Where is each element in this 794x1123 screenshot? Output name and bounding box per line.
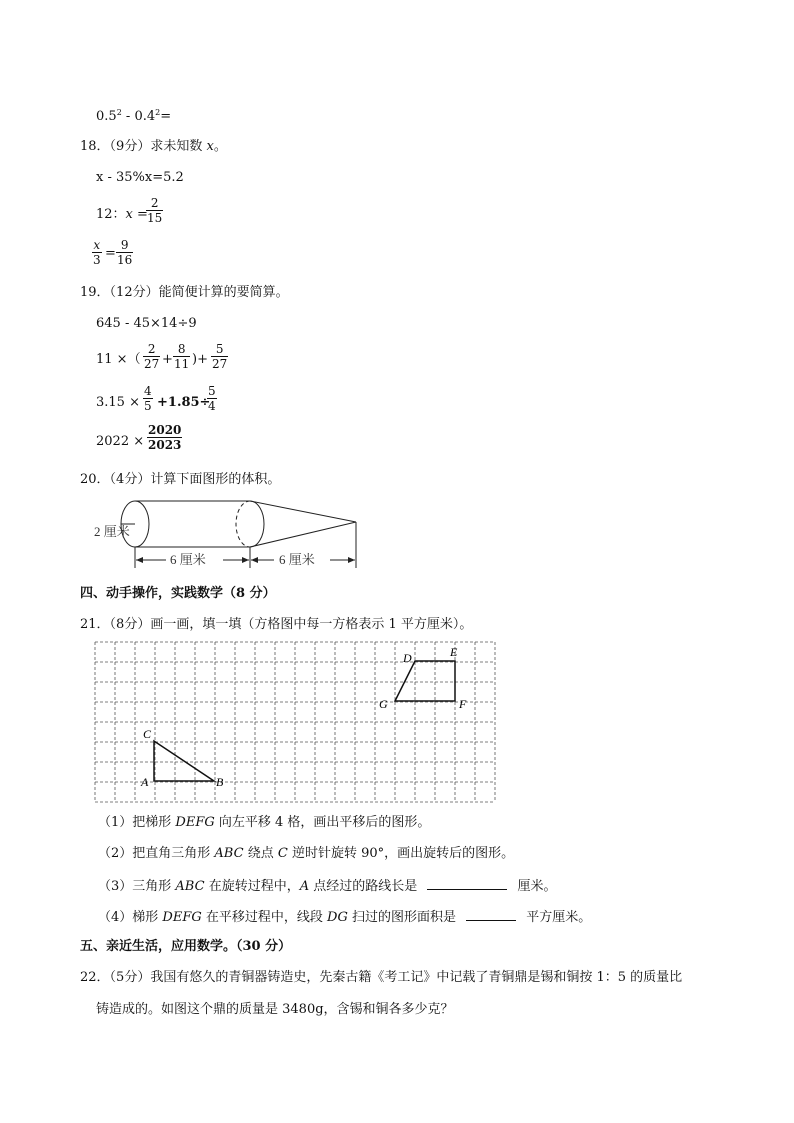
point-E: E xyxy=(450,645,458,659)
q19-e2-fraction-2: 8 11 xyxy=(174,342,190,371)
arrow-4 xyxy=(348,557,355,563)
q21-subquestion-2: （2）把直角三角形 ABC 绕点 C 逆时针旋转 90°，画出旋转后的图形。 xyxy=(98,846,515,861)
point-C: C xyxy=(143,727,152,741)
q19-e3-fraction-2: 5 4 xyxy=(208,384,216,413)
q22-line-1: 22．（5分）我国有悠久的青铜器铸造史，先秦古籍《考工记》中记载了青铜鼎是锡和铜按 1：5 的质量比 xyxy=(80,970,683,985)
label-cone-length: 6 厘米 xyxy=(279,552,315,567)
arrow-3 xyxy=(251,557,258,563)
grid-figure xyxy=(94,641,496,803)
label-radius: 2 厘米 xyxy=(94,524,130,539)
q19-e3-fraction-1: 4 5 xyxy=(144,384,152,413)
q19-e2-plus: + xyxy=(162,352,173,367)
label-cylinder-length: 6 厘米 xyxy=(170,552,206,567)
triangle-ABC xyxy=(154,741,214,781)
q18-equation-2: 12：x = xyxy=(96,207,148,222)
q21-answer-blank-4[interactable] xyxy=(466,908,516,921)
q17-expression: $0.5^2 - 0.4^2=$ xyxy=(96,108,172,124)
point-D: D xyxy=(403,651,412,665)
q18-eq3-equals: = xyxy=(105,246,116,261)
point-F: F xyxy=(459,697,467,711)
cone-top-edge xyxy=(250,501,356,522)
q18-eq3-right-fraction: 9 16 xyxy=(117,238,133,267)
q18-eq3-left-fraction: x 3 xyxy=(93,238,101,267)
q22-line-2: 铸造成的。如图这个鼎的质量是 3480g，含锡和铜各多少克？ xyxy=(96,1002,454,1017)
q19-expression-1: 645 - 45×14÷9 xyxy=(96,316,197,331)
q21-subquestion-1: （1）把梯形 DEFG 向左平移 4 格，画出平移后的图形。 xyxy=(98,815,431,830)
arrow-1 xyxy=(136,557,143,563)
grid-lines xyxy=(95,642,495,802)
section-5-title: 五、亲近生活，应用数学。（30 分） xyxy=(80,939,292,954)
point-G: G xyxy=(379,697,388,711)
q18-equation-1: x - 35%x=5.2 xyxy=(96,170,184,185)
q21-answer-blank-3[interactable] xyxy=(427,877,507,890)
q19-heading: 19．（12分）能简便计算的要简算。 xyxy=(80,285,289,300)
q21-subquestion-4: （4）梯形 DEFG 在平移过程中，线段 DG 扫过的图形面积是 平方厘米。 xyxy=(98,910,592,925)
q18-eq2-fraction: 2 15 xyxy=(147,196,163,225)
q19-e2-fraction-3: 5 27 xyxy=(212,342,228,371)
q18-heading: 18．（9分）求未知数 x。 xyxy=(80,139,227,154)
cylinder-right-base-hidden xyxy=(236,501,250,547)
q19-expression-2-prefix: 11 ×（ xyxy=(96,352,141,367)
q19-expression-4-prefix: 2022 × xyxy=(96,434,145,449)
arrow-2 xyxy=(242,557,249,563)
q19-e2-fraction-1: 2 27 xyxy=(144,342,160,371)
trapezoid-DEFG xyxy=(395,661,455,701)
cylinder-cone-figure xyxy=(80,492,380,574)
q19-e2-close: )+ xyxy=(192,352,208,367)
q19-e4-fraction: 2020 2023 xyxy=(148,423,182,452)
q19-expression-3-prefix: 3.15 × xyxy=(96,395,140,410)
point-A: A xyxy=(141,775,149,789)
q19-e3-middle: +1.85÷ xyxy=(157,395,211,410)
cone-bottom-edge xyxy=(250,522,356,547)
q21-heading: 21．（8分）画一画，填一填（方格图中每一方格表示 1 平方厘米）。 xyxy=(80,617,473,632)
section-4-title: 四、动手操作，实践数学（8 分） xyxy=(80,586,276,601)
q20-heading: 20．（4分）计算下面图形的体积。 xyxy=(80,472,281,487)
point-B: B xyxy=(216,775,224,789)
cylinder-right-base-visible xyxy=(250,501,264,547)
q21-subquestion-3: （3）三角形 ABC 在旋转过程中，A 点经过的路线长是 厘米。 xyxy=(98,879,557,894)
